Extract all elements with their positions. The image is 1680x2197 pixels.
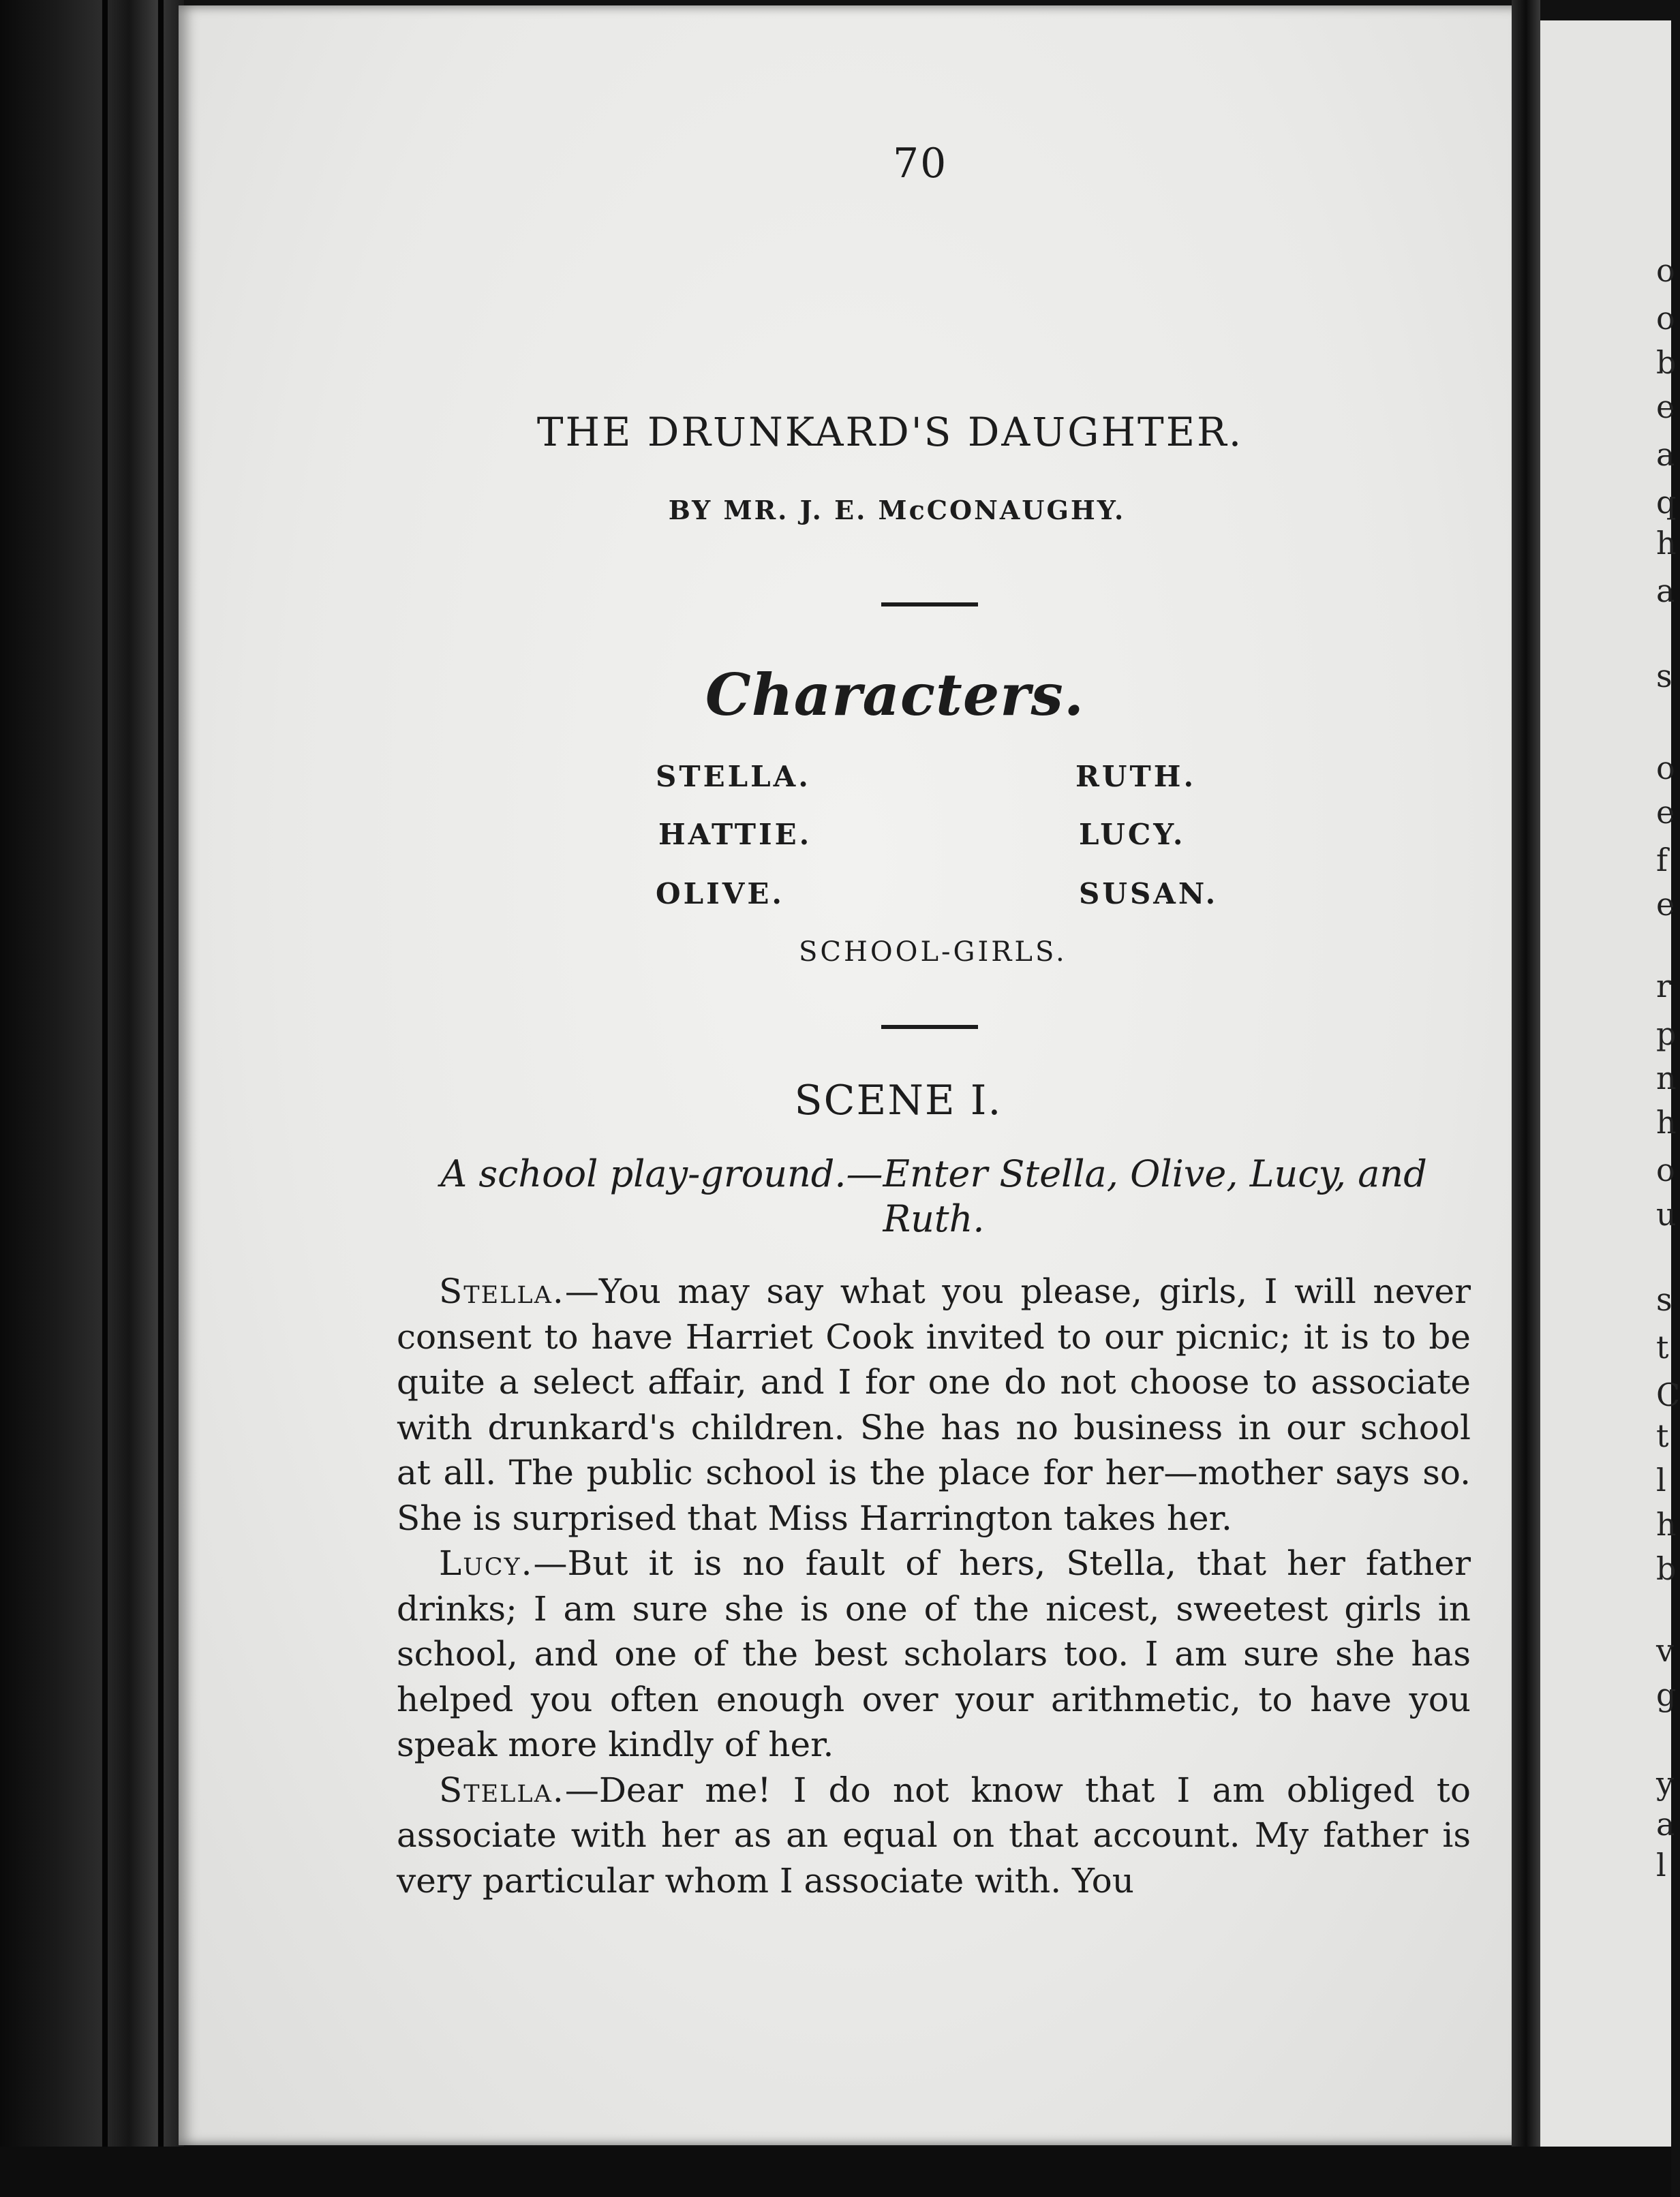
dialogue-text: —But it is no fault of hers, Stella, that her father drinks; I am sure she is one of the nicest, sweetest girls in school, and one of the best scholars too. I am sure she has helped you often enough over your arithmetic, to have you speak more kindly of her.: [397, 1543, 1471, 1764]
adjacent-page-letter: t: [1656, 1329, 1669, 1366]
byline: BY MR. J. E. McCONAUGHY.: [668, 495, 1126, 525]
adjacent-page-letter: o: [1656, 1152, 1675, 1188]
character-name: RUTH.: [1075, 760, 1197, 793]
adjacent-page-letter: u: [1656, 1196, 1677, 1233]
character-name: LUCY.: [1079, 818, 1186, 851]
adjacent-page-letter: h: [1656, 1104, 1677, 1141]
speaker-name: Stella.: [439, 1272, 565, 1311]
speaker-name: Lucy.: [439, 1543, 534, 1583]
adjacent-page-letter: b: [1656, 344, 1677, 381]
adjacent-page-letter: o: [1656, 252, 1675, 289]
adjacent-page-letter: s: [1656, 1281, 1673, 1318]
adjacent-page-letter: C: [1656, 1377, 1680, 1413]
character-name: SUSAN.: [1079, 877, 1219, 910]
adjacent-page-letter: o: [1656, 750, 1675, 786]
adjacent-page-letter: l: [1656, 1462, 1666, 1499]
dialogue-paragraph: [397, 1768, 1471, 1904]
adjacent-page-letter: y: [1656, 1765, 1674, 1802]
scene-heading: SCENE I.: [794, 1077, 1003, 1124]
adjacent-page-letter: t: [1656, 1417, 1669, 1454]
character-name: HATTIE.: [658, 818, 812, 851]
speaker-name: Stella.: [439, 1770, 565, 1810]
adjacent-page-letter: v: [1656, 1632, 1674, 1669]
adjacent-page-letter: p: [1656, 1015, 1677, 1052]
adjacent-page-letter: l: [1656, 1847, 1666, 1884]
adjacent-page-letter: q: [1656, 484, 1677, 521]
adjacent-page-letter: a: [1656, 572, 1675, 609]
adjacent-page-letter: e: [1656, 388, 1675, 425]
character-name: OLIVE.: [656, 877, 784, 910]
page-number: 70: [893, 140, 948, 187]
divider-rule: [881, 602, 978, 606]
adjacent-page-letter: a: [1656, 1806, 1675, 1843]
dialogue-text: —You may say what you please, girls, I will never consent to have Harriet Cook invited to our picnic; it is to be quite a select affair, and I for one do not choose to associate with drunkard's children. She has no business in our school at all. The public school is the place for her—mother says so. She is surprised that Miss Harrington takes her.: [397, 1272, 1471, 1538]
dialogue-paragraph: [397, 1269, 1471, 1541]
character-name: SCHOOL-GIRLS.: [799, 936, 1067, 968]
divider-rule: [881, 1025, 978, 1029]
dialogue-body: [397, 1269, 1471, 1903]
adjacent-page-letter: e: [1656, 886, 1675, 923]
adjacent-page-letter: h: [1656, 1506, 1677, 1543]
adjacent-page-letter: h: [1656, 525, 1677, 562]
adjacent-page-letter: a: [1656, 436, 1675, 473]
character-name: STELLA.: [656, 760, 811, 793]
characters-heading: Characters.: [705, 661, 1085, 728]
play-title: THE DRUNKARD'S DAUGHTER.: [536, 409, 1244, 455]
adjacent-page-letter: f: [1656, 842, 1668, 878]
stage-direction: A school play-ground.—Enter Stella, Olive, Lucy, and Ruth.: [440, 1152, 1427, 1240]
dialogue-text: —Dear me! I do not know that I am obliged to associate with her as an equal on that account. My father is very particular whom I associate with. You: [397, 1770, 1471, 1901]
adjacent-page-letter: g: [1656, 1676, 1677, 1713]
dialogue-paragraph: [397, 1541, 1471, 1768]
adjacent-page-letter: s: [1656, 658, 1673, 694]
adjacent-page-letter: n: [1656, 1060, 1677, 1096]
adjacent-page-letter: b: [1656, 1550, 1677, 1587]
adjacent-page-letter: r: [1656, 968, 1671, 1004]
scan-border: [0, 2147, 1671, 2197]
adjacent-page-letter: e: [1656, 794, 1675, 831]
adjacent-page-letter: o: [1656, 300, 1675, 337]
